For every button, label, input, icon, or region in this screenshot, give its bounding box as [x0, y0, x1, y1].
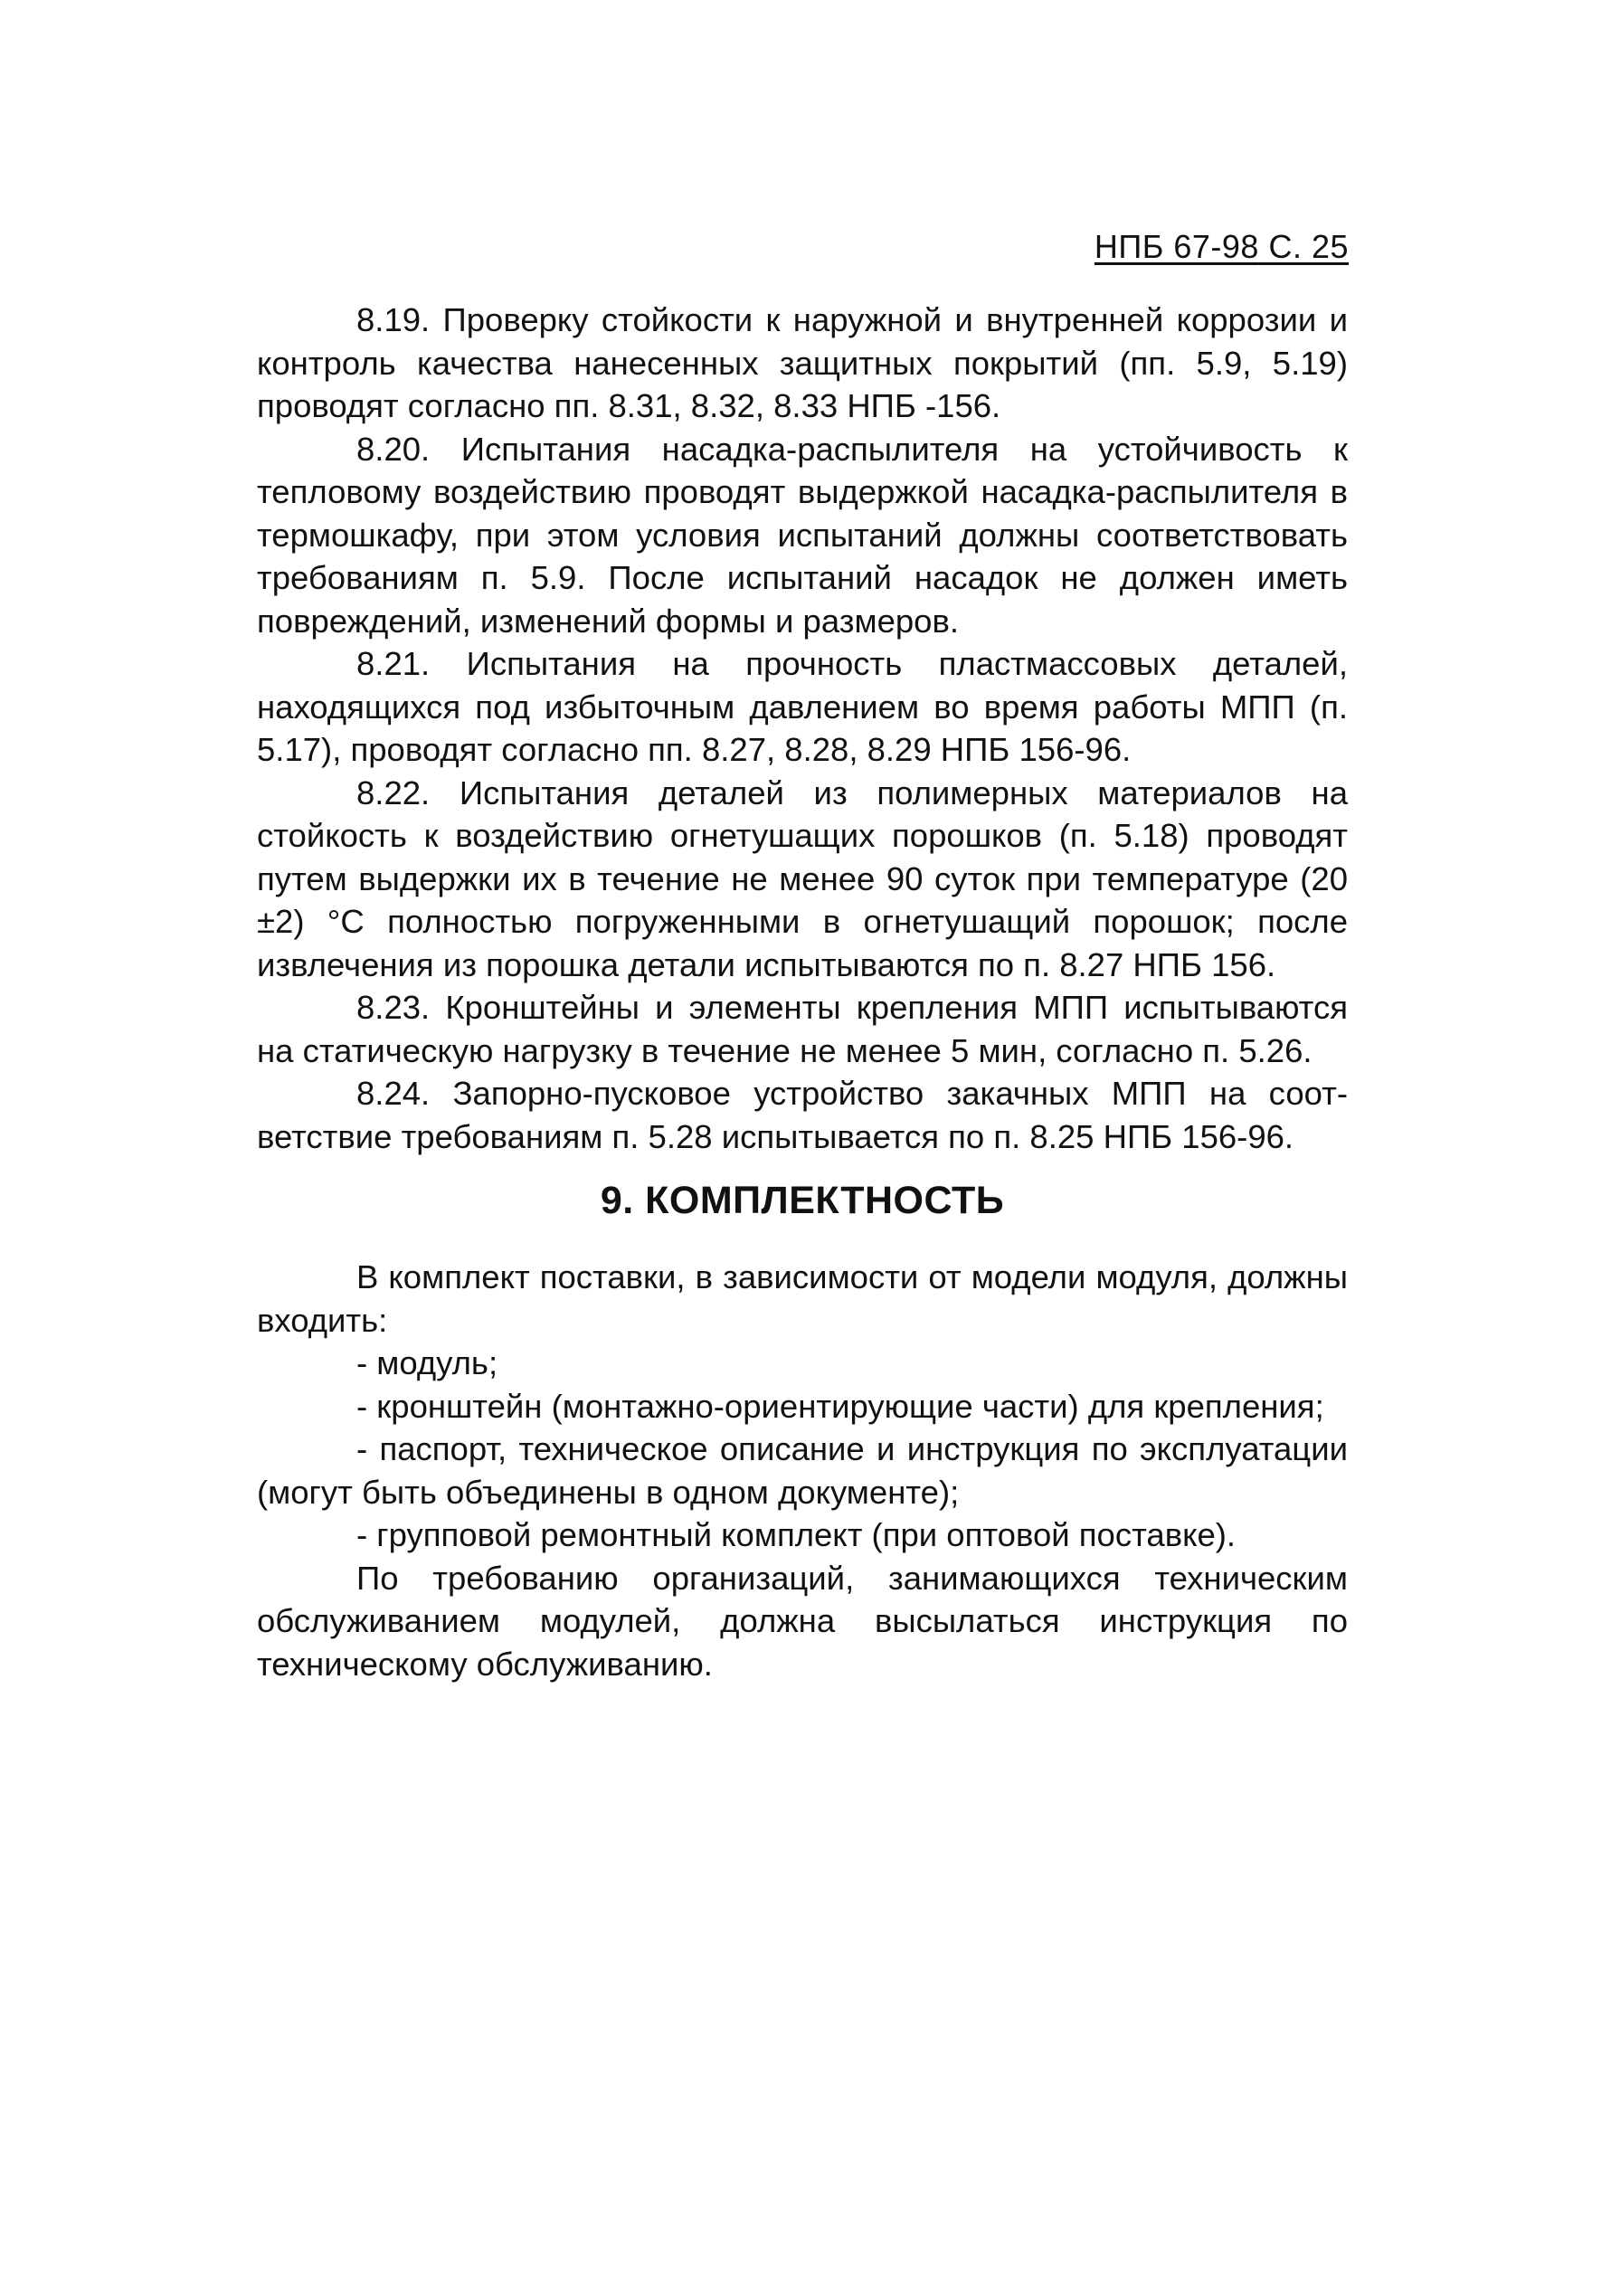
document-code: НПБ 67-98: [1094, 228, 1259, 265]
paragraph-8-19: 8.19. Проверку стойкости к наружной и внутренней коррозии и контроль качества нанесенных защитных покрытий (пп. 5.9, 5.19) проводят согласно пп. 8.31, 8.32, 8.33 НПБ -156.: [257, 301, 1348, 424]
paragraph-8-24: 8.24. Запорно-пусковое устройство закачных МПП на соответствие требованиям п. 5.28 испытывается по п. 8.25 НПБ 156-96.: [257, 1075, 1348, 1155]
page-header: [1095, 228, 1349, 266]
list-item-repair-kit: - групповой ремонтный комплект (при оптовой поставке).: [356, 1516, 1237, 1553]
section-9-intro: В комплект поставки, в зависимости от модели модуля, должны входить:: [257, 1258, 1348, 1339]
paragraph-8-20: 8.20. Испытания насадка-распылителя на устойчивость к тепловому воздействию проводят выдержкой насадка-распылителя в термошкафу, при этом условия испытаний должны соответствовать требованиям п. 5.9. После испытаний насадок не должен иметь повреждений, изменений формы и размеров.: [257, 430, 1348, 640]
paragraph-8-21: 8.21. Испытания на прочность пластмассовых деталей, находящихся под избыточным давлением во время работы МПП (п. 5.17), проводят согласно пп. 8.27, 8.28, 8.29 НПБ 156-96.: [257, 645, 1348, 768]
section-9-heading: 9. КОМПЛЕКТНОСТЬ: [600, 1179, 1005, 1222]
paragraph-8-22: 8.22. Испытания деталей из полимерных материалов на стойкость к воздействию огнетушащих порошков (п. 5.18) проводят путем выдержки их в течение не менее 90 суток при температуре (20 ±2) °С полностью погруженными в огнетушащий порошок; после извлечения из порошка детали испытываются по п. 8.27 НПБ 156.: [257, 773, 1348, 983]
section-9-closing: По требованию организаций, занимающихся техническим обслуживанием модулей, должна высылаться инструкция по техническому обслуживанию.: [257, 1559, 1348, 1683]
paragraph-8-23: 8.23. Кронштейны и элементы крепления МПП испытываются на статическую нагрузку в течение не менее 5 мин, согласно п. 5.26.: [257, 989, 1348, 1069]
list-item-bracket: - кронштейн (монтажно-ориентирующие части) для крепления;: [356, 1387, 1324, 1425]
page-number: С. 25: [1268, 228, 1349, 265]
list-item-passport: - паспорт, техническое описание и инструкция по эксплуатации (могут быть объединены в одном документе);: [257, 1430, 1348, 1511]
list-item-module: - модуль;: [356, 1344, 498, 1381]
page-content: [257, 299, 1348, 1685]
